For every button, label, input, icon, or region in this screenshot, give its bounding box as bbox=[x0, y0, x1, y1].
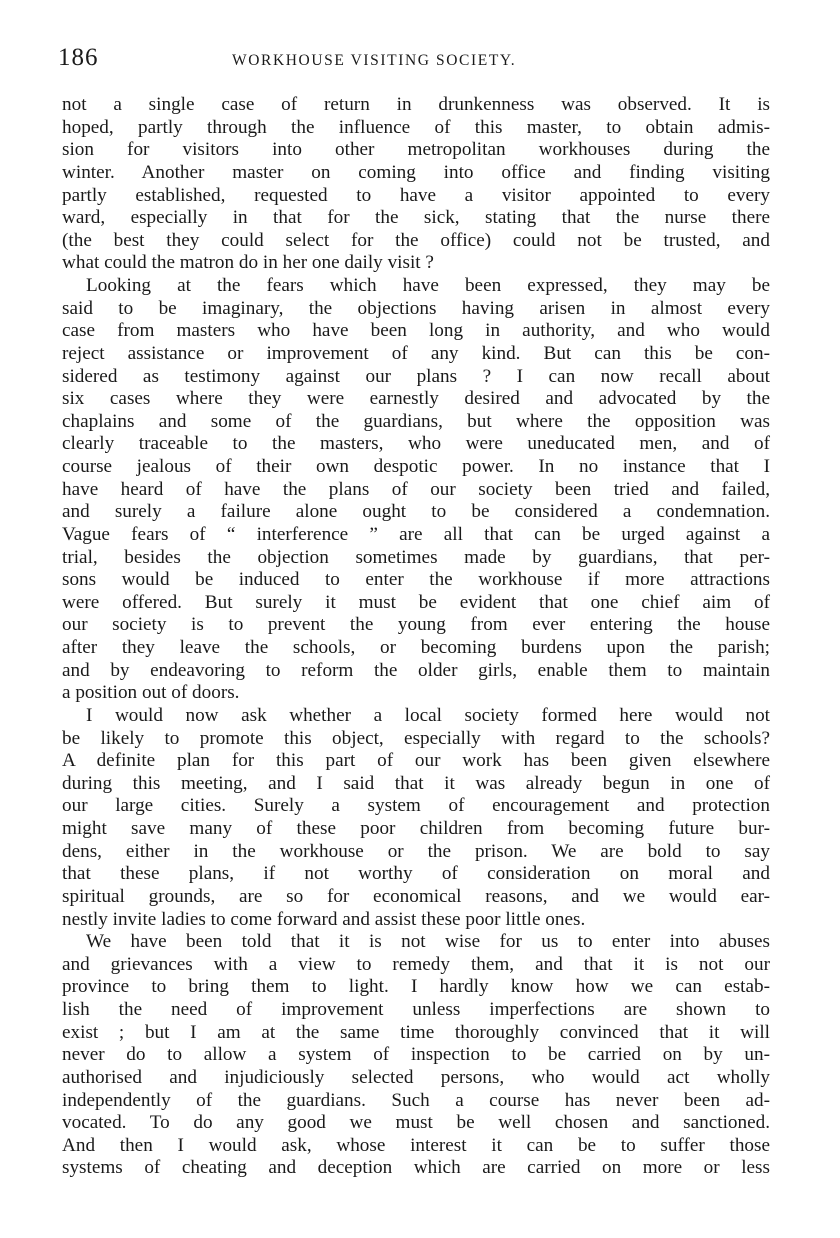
text-line: reject assistance or improvement of any kind. But can this be con- bbox=[62, 342, 770, 364]
text-line: might save many of these poor children from becoming future bur- bbox=[62, 818, 770, 839]
text-line: exist ; but I am at the same time thoroughly convinced that it will bbox=[62, 1021, 770, 1043]
text-line: case from masters who have been long in authority, and who would bbox=[62, 320, 770, 342]
text-line: that these plans, if not worthy of consideration on moral and bbox=[62, 863, 770, 885]
text-line: said to be imaginary, the objections having arisen in almost every bbox=[62, 297, 770, 319]
text-line: (the best they could select for the office) could not be trusted, and bbox=[62, 229, 770, 251]
text-line: authorised and injudiciously selected persons, who would act wholly bbox=[62, 1066, 770, 1088]
text-line: our society is to prevent the young from ever entering the house bbox=[62, 614, 770, 636]
text-line: province to bring them to light. I hardly know how we can estab- bbox=[62, 976, 770, 998]
text-line: never do to allow a system of inspection to be carried on by un- bbox=[62, 1044, 770, 1066]
text-line: Vague fears of “ interference ” are all that can be urged against a bbox=[62, 523, 770, 545]
text-line: not a single case of return in drunkenness was observed. It is bbox=[62, 94, 770, 115]
text-line: independently of the guardians. Such a course has never been ad- bbox=[62, 1089, 770, 1111]
text-line: And then I would ask, whose interest it can be to suffer those bbox=[62, 1134, 770, 1156]
text-line: winter. Another master on coming into office and finding visiting bbox=[62, 161, 770, 183]
text-line: were offered. But surely it must be evident that one chief aim of bbox=[62, 591, 770, 613]
text-line: during this meeting, and I said that it was already begun in one of bbox=[62, 772, 770, 794]
text-line: six cases where they were earnestly desired and advocated by the bbox=[62, 388, 770, 410]
page-number: 186 bbox=[58, 44, 99, 71]
text-line: chaplains and some of the guardians, but where the opposition was bbox=[62, 410, 770, 432]
running-title: WORKHOUSE VISITING SOCIETY. bbox=[232, 52, 517, 69]
text-line: course jealous of their own despotic power. In no instance that I bbox=[62, 456, 770, 477]
text-line: have heard of have the plans of our society been tried and failed, bbox=[62, 478, 770, 500]
text-line: and by endeavoring to reform the older girls, enable them to maintain bbox=[62, 659, 770, 681]
text-line: after they leave the schools, or becoming burdens upon the parish; bbox=[62, 637, 770, 658]
text-line: vocated. To do any good we must be well chosen and sanctioned. bbox=[62, 1112, 770, 1134]
text-line: what could the matron do in her one daily visit ? bbox=[62, 252, 434, 274]
text-line: A definite plan for this part of our work has been given elsewhere bbox=[62, 750, 770, 772]
text-line: sion for visitors into other metropolitan workhouses during the bbox=[62, 139, 770, 161]
text-line: partly established, requested to have a visitor appointed to every bbox=[62, 184, 770, 206]
running-head bbox=[58, 44, 768, 74]
body-text bbox=[62, 94, 770, 1180]
paragraph-first-line: We have been told that it is not wise for us to enter into abuses bbox=[86, 931, 770, 953]
text-line: our large cities. Surely a system of encouragement and protection bbox=[62, 795, 770, 817]
text-line: hoped, partly through the influence of this master, to obtain admis- bbox=[62, 116, 770, 138]
text-line: systems of cheating and deception which are carried on more or less bbox=[62, 1157, 770, 1179]
text-line: trial, besides the objection sometimes made by guardians, that per- bbox=[62, 546, 770, 568]
paragraph-first-line: I would now ask whether a local society formed here would not bbox=[86, 704, 770, 726]
text-line: dens, either in the workhouse or the prison. We are bold to say bbox=[62, 840, 770, 862]
text-line: and grievances with a view to remedy them, and that it is not our bbox=[62, 953, 770, 975]
text-line: clearly traceable to the masters, who were uneducated men, and of bbox=[62, 433, 770, 455]
text-line: and surely a failure alone ought to be considered a condemnation. bbox=[62, 501, 770, 523]
text-line: sidered as testimony against our plans ? I can now recall about bbox=[62, 365, 770, 387]
paragraph-first-line: Looking at the fears which have been expressed, they may be bbox=[86, 275, 770, 296]
text-line: lish the need of improvement unless imperfections are shown to bbox=[62, 999, 770, 1020]
text-line: sons would be induced to enter the workhouse if more attractions bbox=[62, 569, 770, 591]
text-line: spiritual grounds, are so for economical reasons, and we would ear- bbox=[62, 885, 770, 907]
text-line: ward, especially in that for the sick, stating that the nurse there bbox=[62, 207, 770, 229]
text-line: nestly invite ladies to come forward and assist these poor little ones. bbox=[62, 908, 586, 930]
text-line: be likely to promote this object, especially with regard to the schools? bbox=[62, 727, 770, 749]
text-line: a position out of doors. bbox=[62, 682, 240, 704]
